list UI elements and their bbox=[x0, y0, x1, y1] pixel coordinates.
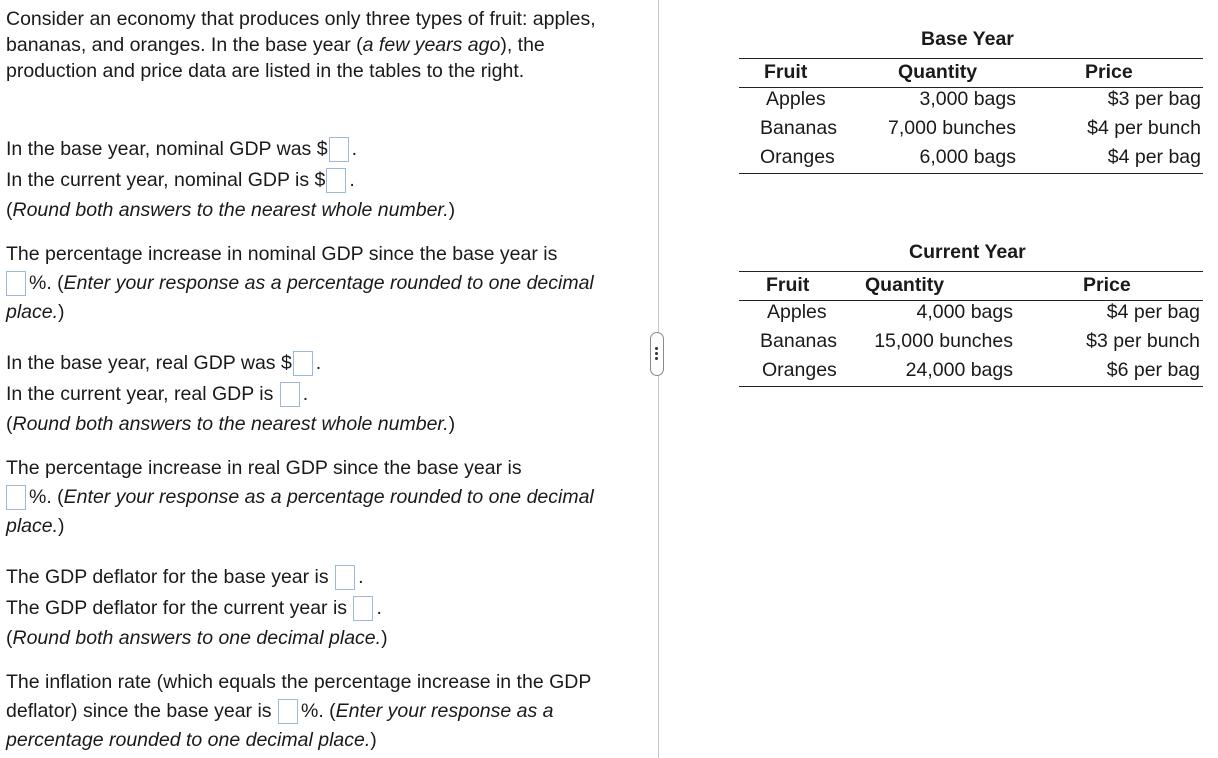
deflator-base-input[interactable] bbox=[335, 565, 355, 590]
note-open: ( bbox=[6, 627, 13, 649]
quantity-cell: 3,000 bags bbox=[919, 88, 1016, 110]
nominal-base-input[interactable] bbox=[329, 137, 349, 162]
base-header-row bbox=[739, 58, 1203, 88]
nominal-pct-instruction: Enter your response as a percentage rounded to one decimal place. bbox=[6, 272, 594, 323]
nominal-current-line: In the current year, nominal GDP is $ . bbox=[6, 165, 455, 195]
panel-resize-handle[interactable] bbox=[650, 332, 664, 376]
panel-divider bbox=[658, 0, 659, 758]
table-row bbox=[739, 301, 1203, 330]
deflator-current-label: The GDP deflator for the current year is bbox=[6, 597, 348, 619]
quantity-cell: 6,000 bags bbox=[919, 146, 1016, 168]
col-quantity: Quantity bbox=[865, 274, 945, 296]
table-row bbox=[739, 146, 1203, 175]
quantity-cell: 7,000 bunches bbox=[888, 117, 1016, 139]
note-close: ) bbox=[448, 199, 456, 221]
base-year-table bbox=[739, 28, 1203, 178]
question-panel bbox=[6, 6, 616, 751]
nominal-current-label: In the current year, nominal GDP is $ bbox=[6, 169, 326, 191]
note-close: ) bbox=[448, 413, 456, 435]
nominal-base-label: In the base year, nominal GDP was $ bbox=[6, 138, 328, 160]
real-note bbox=[6, 409, 455, 439]
nominal-pct-block bbox=[6, 240, 616, 327]
real-current-label: In the current year, real GDP is bbox=[6, 383, 274, 405]
deflator-block bbox=[6, 561, 388, 653]
inflation-input[interactable] bbox=[278, 699, 298, 724]
table-row bbox=[739, 88, 1203, 117]
col-fruit: Fruit bbox=[764, 61, 808, 83]
note-text: Round both answers to the nearest whole number. bbox=[12, 199, 449, 221]
real-pct-symbol: %. ( bbox=[29, 486, 64, 508]
note-open: ( bbox=[6, 199, 13, 221]
nominal-base-line: In the base year, nominal GDP was $ . bbox=[6, 133, 455, 165]
real-pct-input[interactable] bbox=[6, 485, 26, 510]
inflation-block bbox=[6, 668, 616, 755]
intro-text bbox=[6, 6, 606, 84]
col-quantity: Quantity bbox=[898, 61, 978, 83]
inflation-instruction: Enter your response as a percentage rounded to one decimal place. bbox=[6, 700, 554, 751]
price-cell: $3 per bunch bbox=[1086, 330, 1200, 352]
quantity-cell: 24,000 bags bbox=[905, 359, 1013, 381]
price-cell: $4 per bag bbox=[1106, 301, 1200, 323]
table-bottom-rule bbox=[739, 173, 1203, 174]
table-row bbox=[739, 330, 1203, 359]
table-bottom-rule bbox=[739, 386, 1203, 387]
inflation-text bbox=[6, 668, 606, 755]
real-gdp-block bbox=[6, 347, 455, 439]
price-cell: $4 per bunch bbox=[1087, 117, 1201, 139]
deflator-note bbox=[6, 623, 388, 653]
nominal-current-input[interactable] bbox=[326, 168, 346, 193]
intro-italic: a few years ago bbox=[362, 34, 501, 56]
intro-part2: ), the production and price data are listed in the tables to the right. bbox=[6, 34, 545, 82]
current-header-row bbox=[739, 271, 1203, 301]
col-fruit: Fruit bbox=[766, 274, 810, 296]
fruit-cell: Bananas bbox=[760, 117, 837, 139]
current-year-table bbox=[739, 241, 1203, 391]
deflator-base-label: The GDP deflator for the base year is bbox=[6, 566, 329, 588]
nominal-pct-symbol: %. ( bbox=[29, 272, 64, 294]
note-open: ( bbox=[6, 413, 13, 435]
note-text: Round both answers to the nearest whole number. bbox=[12, 413, 449, 435]
inflation-pct-symbol: %. ( bbox=[300, 700, 336, 722]
nominal-pct-lead: The percentage increase in nominal GDP since the base year is bbox=[6, 243, 558, 265]
col-price: Price bbox=[1085, 61, 1133, 83]
real-pct-text bbox=[6, 454, 606, 541]
note-close: ) bbox=[381, 627, 388, 649]
nominal-pct-input[interactable] bbox=[6, 271, 26, 296]
deflator-current-input[interactable] bbox=[353, 596, 373, 621]
intro-part1: Consider an economy that produces only three types of fruit: apples, bananas, and oranges. In the base year ( bbox=[6, 8, 596, 56]
fruit-cell: Apples bbox=[767, 301, 827, 323]
inflation-close: ) bbox=[370, 729, 377, 751]
quantity-cell: 4,000 bags bbox=[916, 301, 1013, 323]
price-cell: $4 per bag bbox=[1107, 146, 1201, 168]
fruit-cell: Bananas bbox=[760, 330, 837, 352]
table-row bbox=[739, 117, 1203, 146]
real-current-line: In the current year, real GDP is . bbox=[6, 379, 455, 409]
base-year-title: Base Year bbox=[921, 28, 1014, 50]
inflation-lead: The inflation rate (which equals the percentage increase in the GDP deflator) since the base year is bbox=[6, 671, 591, 722]
table-row bbox=[739, 359, 1203, 388]
note-text: Round both answers to one decimal place. bbox=[12, 627, 382, 649]
real-pct-block bbox=[6, 454, 616, 541]
nominal-pct-close: ) bbox=[58, 301, 65, 323]
real-pct-close: ) bbox=[58, 515, 65, 537]
nominal-pct-text bbox=[6, 240, 606, 327]
real-base-input[interactable] bbox=[293, 351, 313, 376]
fruit-cell: Oranges bbox=[762, 359, 837, 381]
real-base-line: In the base year, real GDP was $ . bbox=[6, 347, 455, 379]
real-current-input[interactable] bbox=[280, 382, 300, 407]
fruit-cell: Oranges bbox=[760, 146, 835, 168]
real-base-label: In the base year, real GDP was $ bbox=[6, 352, 292, 374]
price-cell: $3 per bag bbox=[1107, 88, 1201, 110]
col-price: Price bbox=[1083, 274, 1131, 296]
nominal-gdp-block bbox=[6, 133, 455, 225]
real-pct-instruction: Enter your response as a percentage rounded to one decimal place. bbox=[6, 486, 594, 537]
deflator-current-line: The GDP deflator for the current year is . bbox=[6, 593, 388, 623]
nominal-note bbox=[6, 195, 455, 225]
drag-dots-icon bbox=[655, 347, 658, 362]
real-pct-lead: The percentage increase in real GDP since the base year is bbox=[6, 457, 522, 479]
current-year-title: Current Year bbox=[909, 241, 1026, 263]
quantity-cell: 15,000 bunches bbox=[874, 330, 1013, 352]
deflator-base-line: The GDP deflator for the base year is . bbox=[6, 561, 388, 593]
fruit-cell: Apples bbox=[766, 88, 826, 110]
price-cell: $6 per bag bbox=[1106, 359, 1200, 381]
